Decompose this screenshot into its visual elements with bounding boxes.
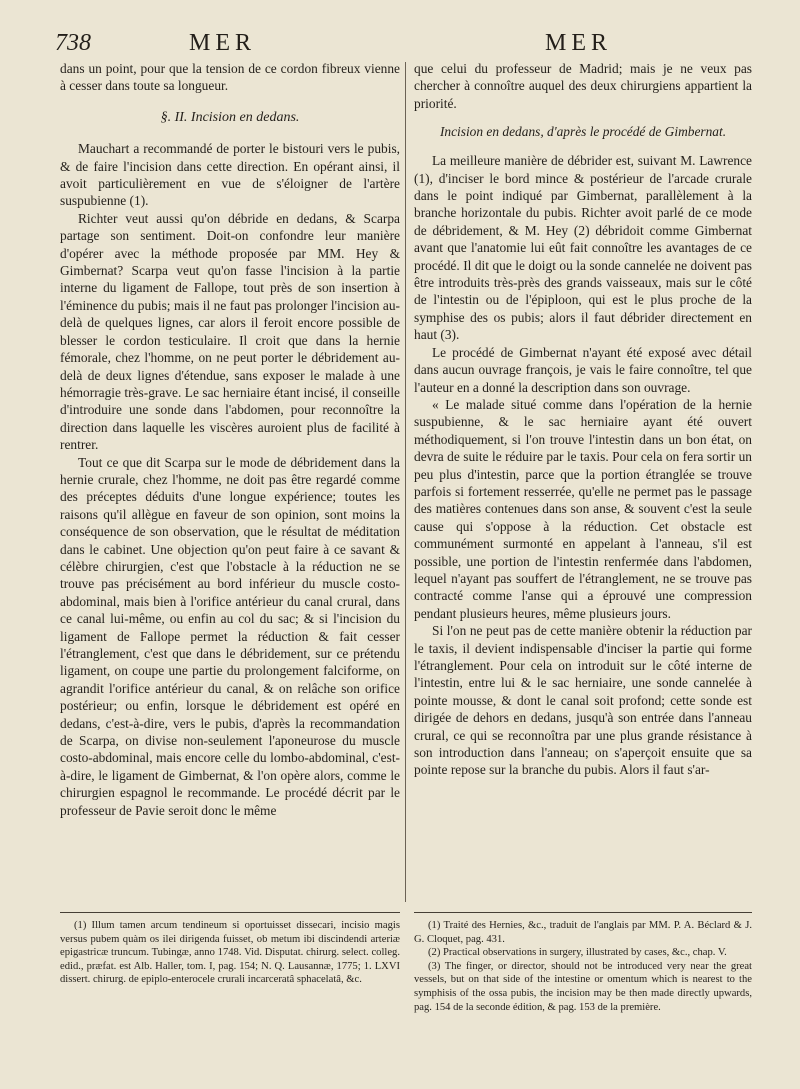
- left-footnotes: [60, 912, 400, 987]
- left-column: [60, 60, 400, 819]
- right-paragraph-lawrence: La meilleure manière de débrider est, suivant M. Lawrence (1), d'inciser le bord mince & postérieur de l'arcade crurale dans le point indiqué par Gimbernat, parallèlement à la branche horizontale du pubis. Richter avoit parlé de ce mode de débridement, & M. Hey (2) débridoit comme Gimbernat avant que l'anatomie lui eût fait connoître les avantages de ce procédé. Il dit que le doigt ou la sonde cannelée ne doivent pas être introduits très-près des grands vaisseaux, mais sur le côté de l'intestin ou de l'épiploon, qui est le plus proche de la symphise des os pubis; alors il faut débrider directement en haut (3).: [414, 153, 752, 343]
- footnote-3-right: (3) The finger, or director, should not be introduced very near the great vessels, but on that side of the intestine or omentum which is nearest to the symphisis of the ossa pubis, the incision may be then made directly upwards, pag. 154 de la seconde édition, & pag. 153 de la première.: [414, 960, 752, 1013]
- footnote-1-right: (1) Traité des Hernies, &c., traduit de l'anglais par MM. P. A. Béclard & J. G. Cloquet, pag. 431.: [414, 920, 752, 945]
- right-paragraph-taxis: Si l'on ne peut pas de cette manière obtenir la réduction par le taxis, il devient indispensable d'inciser la partie qui forme l'étranglement. Pour cela on introduit sur le côté interne de l'intestin, entre lui & le sac herniaire, une sonde cannelée à pointe mousse, & dont le canal soit profond; cette sonde est dirigée de dehors en dedans, jusqu'à son entrée dans l'anneau crural, ce qui se reconnoîtra par une plus grande résistance à son introduction dans l'anneau; on s'aperçoit ensuite que sa pointe repose sur la branche du pubis. Alors il faut s'ar-: [414, 623, 752, 778]
- right-paragraph-quote: « Le malade situé comme dans l'opération de la hernie suspubienne, & le sac herniaire ayant été ouvert méthodiquement, si l'on trouve l'intestin dans un bon état, on devra de suite le réduire par le taxis. Pour cela on fera sortir un peu plus d'intestin, parce que la portion étranglée se trouve parfois si fortement resserrée, qu'elle ne permet pas le passage des matières contenues dans son anse, & souvent c'est la seule cause qui s'oppose à la réduction. Cet obstacle est communément surmonté en appelant à l'anneau, s'il est possible, une portion de l'intestin renfermée dans l'abdomen, lequel n'ayant pas souffert de l'étranglement, ne se trouve pas contracté comme l'anse qui a éprouvé une compression pendant plusieurs heures, même plusieurs jours.: [414, 396, 752, 621]
- page-number: 738: [55, 30, 91, 56]
- left-paragraph-continued: dans un point, pour que la tension de ce cordon fibreux vienne à cesser dans toute sa longueur.: [60, 61, 400, 94]
- section-heading: §. II. Incision en dedans.: [160, 109, 300, 125]
- left-paragraph-scarpa: Tout ce que dit Scarpa sur le mode de débridement dans la hernie crurale, chez l'homme, ne doit pas être regardé comme des préceptes déduits d'une longue expérience; toutes les raisons qu'il allègue en faveur de son opinion, sont moins la conséquence de son observation, que le résultat de méditation dans le cabinet. Une objection qu'on peut faire à ce savant & célèbre chirurgien, c'est que l'obstacle à la réduction ne se trouve pas précisément au bord inférieur du muscle costo-abdominal, mais bien à l'orifice antérieur du canal crural, dans ce canal lui-même, ou enfin au col du sac; & si l'incision du ligament de Fallope permet la réduction & fait cesser l'étranglement, c'est que dans le débridement, sur ce prétendu ligament, on coupe une partie du prolongement falciforme, on agrandit l'orifice antérieur du canal, & on relâche son orifice postérieur; ou enfin, lorsque le débridement est opéré en dedans, c'est-à-dire, vers le pubis, d'après la recommandation de Scarpa, on divise non-seulement l'aponeurose du muscle costo-abdominal, mais encore celle du lombo-abdominal, c'est-à-dire, le ligament de Gimbernat, & l'on opère alors, comme le chirurgien espagnol le recommande. Le procédé décrit par le professeur de Pavie seroit donc le même: [60, 454, 400, 818]
- footnote-rule: [60, 912, 400, 913]
- right-paragraph-procede: Le procédé de Gimbernat n'ayant été exposé avec détail dans aucun ouvrage françois, je vais le faire connoître, tel que l'auteur en a donné la description dans son ouvrage.: [414, 344, 752, 395]
- left-paragraph-mauchart: Mauchart a recommandé de porter le bistouri vers le pubis, & de faire l'incision dans cette direction. En opérant ainsi, il avoit particulièrement en vue de s'éloigner de l'artère suspubienne (1).: [60, 141, 400, 209]
- right-paragraph-continued: que celui du professeur de Madrid; mais je ne veux pas chercher à connoître auquel des deux chirurgiens appartient la priorité.: [414, 61, 752, 111]
- running-title-right: MER: [545, 30, 613, 56]
- right-footnotes: [414, 912, 752, 1014]
- left-paragraph-richter: Richter veut aussi qu'on débride en dedans, & Scarpa partage son sentiment. Doit-on confondre leur manière d'opérer avec la méthode proposée par MM. Hey & Gimbernat? Scarpa veut qu'on fasse l'incision à la partie interne du ligament de Fallope, tout près de son insertion à l'éminence du pubis; mais il ne faut pas prolonger l'incision au-delà de quelques lignes, car alors il feroit encore possible de blesser le cordon testiculaire. Il croit que dans la hernie fémorale, chez l'homme, on ne peut porter le débridement au-delà de deux lignes d'étendue, sans exposer le malade à une hémorragie très-grave. Le sac herniaire étant incisé, il conseille d'introduire une sonde dans l'abdomen, pour reconnoître la direction dans laquelle les viscères auroient plus de facilité à rentrer.: [60, 210, 400, 453]
- footnote-2-right: (2) Practical observations in surgery, illustrated by cases, &c., chap. V.: [428, 947, 727, 959]
- running-title-left: MER: [189, 30, 257, 56]
- column-divider: [405, 62, 406, 902]
- subheading-gimbernat: Incision en dedans, d'après le procédé de Gimbernat.: [439, 124, 727, 140]
- footnote-1-left: (1) Illum tamen arcum tendineum si oportuisset dissecari, incisio magis versus pubem quàm os ilei dirigenda fuisset, ob metum ibi discindendi arteriæ epigastricæ truncum. Tubingæ, anno 1748. Vid. Disputat. chirurg. select. colleg. edid., præfat. est Alb. Haller, tom. I, pag. 154; N. Q. Lausannæ, 1775; 1. LXVI dissert. chirurg. de epiplo-enterocele crurali incarceratâ sphacelatâ, &c.: [60, 920, 400, 986]
- running-header: [55, 30, 755, 58]
- footnote-rule: [414, 912, 752, 913]
- right-column: [414, 60, 752, 779]
